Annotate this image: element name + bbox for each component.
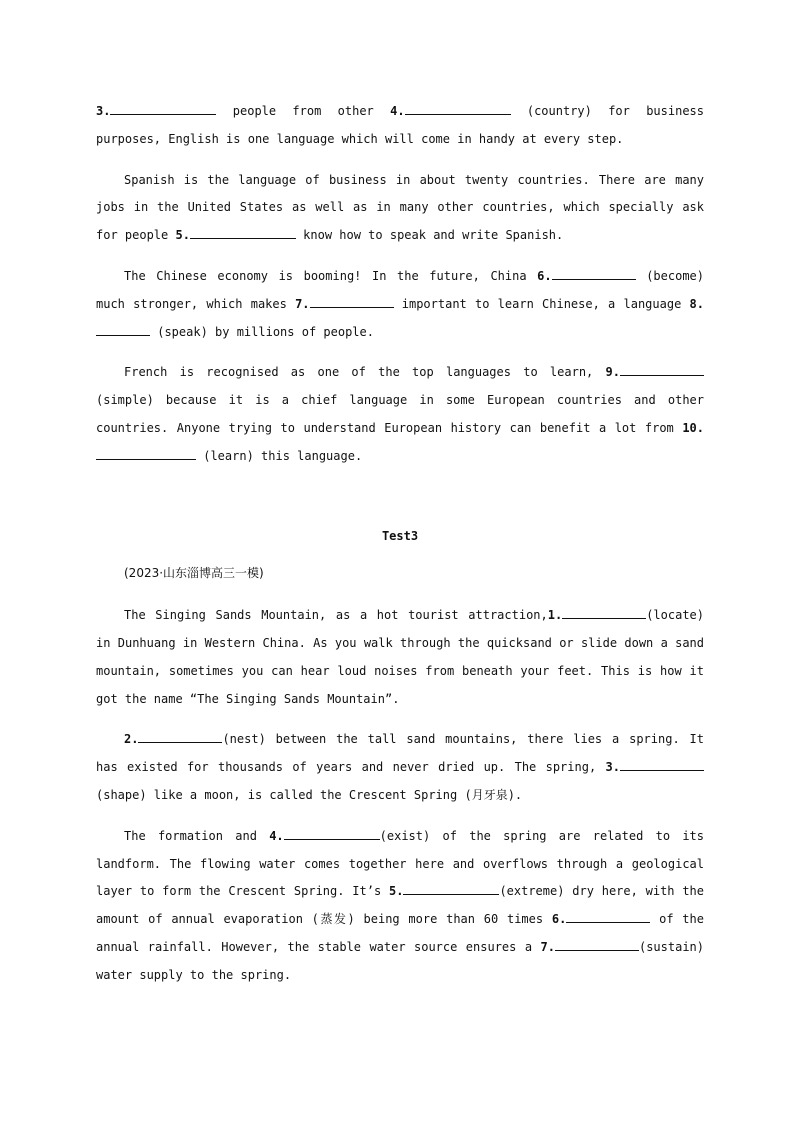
blank-number: 3. [96, 104, 111, 118]
test3-paragraph-3 [96, 823, 704, 990]
chinese-gloss: 蒸发 [318, 912, 348, 927]
paragraph-text: (exist) of the spring are related to its landform. The flowing water comes together here and overflows through a geological layer to form the Crescent Spring. It’s [96, 828, 705, 899]
blank-number: 2. [124, 732, 139, 747]
blank-number: 5. [388, 884, 404, 899]
paragraph-text: of the annual rainfall. However, the stable water source ensures a [96, 912, 704, 954]
passage-paragraph-3 [96, 263, 704, 346]
answer-blank-3-test3[interactable] [620, 756, 704, 771]
answer-blank-5-test3[interactable] [403, 880, 499, 895]
answer-blank-5[interactable] [190, 224, 296, 239]
answer-blank-9[interactable] [620, 361, 704, 376]
passage-paragraph-1 [96, 98, 704, 154]
section-title: Test3 [381, 528, 419, 543]
answer-blank-7-test3[interactable] [555, 936, 639, 951]
answer-blank-1[interactable] [562, 604, 646, 619]
paragraph-text: (simple) because it is a chief language in some European countries and other countries. Anyone trying to understand European history can benefit a lot from [96, 393, 704, 435]
blank-number: 7. [540, 939, 555, 954]
paragraph-text: ). [507, 787, 523, 802]
passage-paragraph-2 [96, 167, 704, 250]
paragraph-text: (learn) this language. [196, 448, 363, 463]
answer-blank-7[interactable] [310, 293, 394, 308]
passage-paragraph-4 [96, 359, 704, 470]
answer-blank-4[interactable] [405, 100, 511, 115]
paragraph-text: know how to speak and write Spanish. [295, 228, 564, 243]
paragraph-text: The Singing Sands Mountain, as a hot tourist attraction, [124, 608, 548, 623]
paragraph-text: French is recognised as one of the top languages to learn, [124, 365, 606, 380]
document-page [96, 98, 704, 1003]
answer-blank-4-test3[interactable] [284, 825, 380, 840]
blank-number: 7. [295, 296, 310, 311]
paragraph-text: The Chinese economy is booming! In the future, China [124, 268, 538, 283]
paragraph-text: The formation and [124, 828, 270, 843]
blank-number: 6. [537, 268, 552, 283]
paragraph-text: (extreme) dry here, with the amount of annual evaporation ( [96, 884, 705, 927]
paragraph-text: ) being more than 60 times [347, 912, 552, 927]
paragraph-text: (shape) like a moon, is called the Crescent Spring ( [96, 787, 472, 802]
test3-paragraph-1 [96, 602, 704, 713]
paragraph-text: people from other [216, 104, 391, 118]
blank-number: 4. [269, 828, 284, 843]
blank-number: 8. [689, 296, 704, 311]
blank-number: 3. [605, 760, 620, 775]
paragraph-text: (locate) in Dunhuang in Western China. As you walk through the quicksand or slide down a sand mountain, sometimes you can hear loud noises from beneath your feet. This is how it got the name “The Singing Sands Mountain”. [96, 608, 704, 706]
paragraph-text: important to learn Chinese, a language [393, 296, 690, 311]
paragraph-text: Spanish is the language of business in about twenty countries. There are many jobs in the United States as well as in many other countries, which specially ask for people [96, 172, 704, 243]
test3-paragraph-2 [96, 726, 704, 809]
paragraph-text: (nest) between the tall sand mountains, there lies a spring. It has existed for thousands of years and never dried up. The spring, [96, 732, 704, 775]
paragraph-text: (become) much stronger, which makes [96, 268, 704, 311]
paragraph-text: (speak) by millions of people. [150, 324, 374, 339]
blank-number: 6. [551, 912, 567, 927]
answer-blank-6[interactable] [552, 265, 636, 280]
answer-blank-2[interactable] [138, 728, 222, 743]
source-citation: (2023·山东淄博高三一模) [124, 566, 264, 581]
answer-blank-6-test3[interactable] [566, 908, 650, 923]
blank-number: 10. [682, 420, 704, 435]
paragraph-text: (country) for business purposes, English is one language which will come in handy at every step. [96, 104, 704, 146]
chinese-gloss: 月牙泉 [471, 787, 508, 802]
answer-blank-10[interactable] [96, 445, 196, 460]
blank-number: 5. [175, 228, 190, 243]
blank-number: 4. [390, 104, 405, 118]
paragraph-text: (sustain) water supply to the spring. [96, 939, 704, 982]
blank-number: 1. [547, 608, 563, 623]
answer-blank-3[interactable] [110, 100, 216, 115]
answer-blank-8[interactable] [96, 321, 150, 336]
blank-number: 9. [605, 365, 620, 380]
